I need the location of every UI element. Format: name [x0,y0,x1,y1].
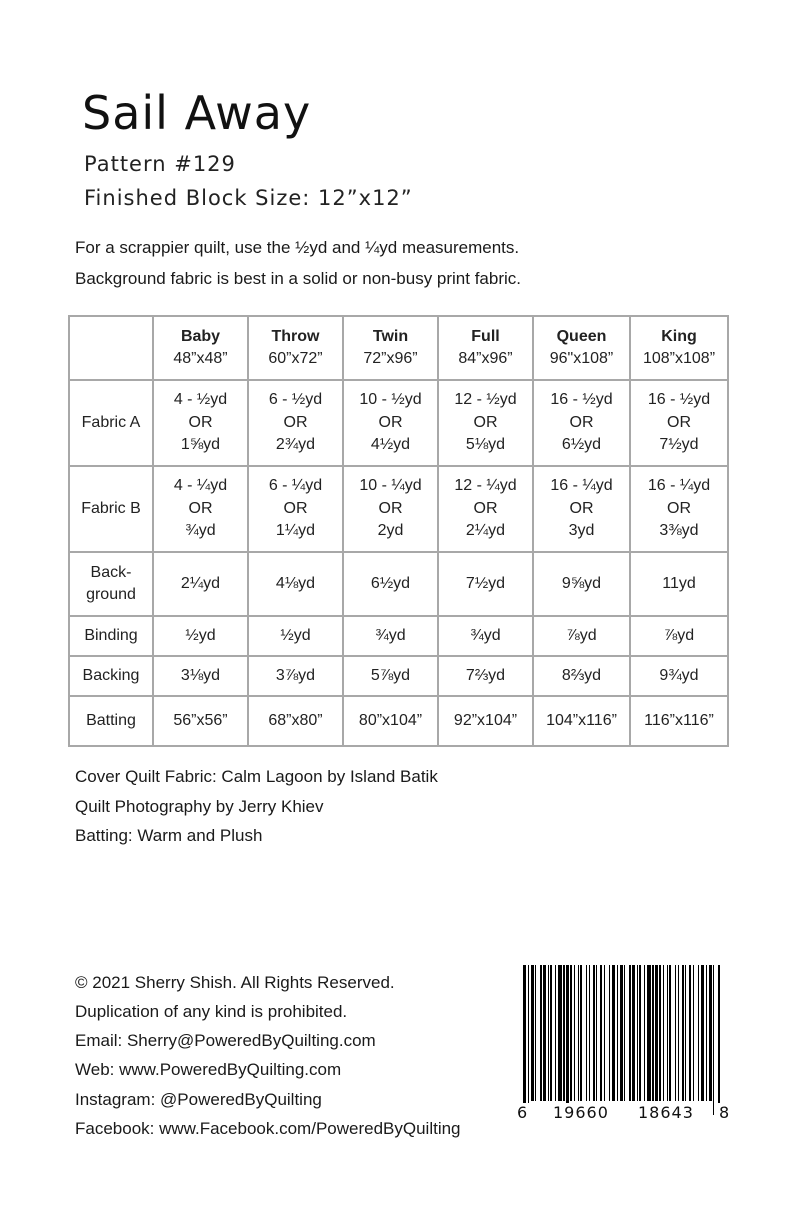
cell-line: ¾yd [185,522,216,540]
row-label [69,552,153,616]
cell-line: 3⅜yd [659,522,699,540]
barcode-bar [617,965,618,1101]
credit-fabric: Cover Quilt Fabric: Calm Lagoon by Island Batik [75,767,438,786]
cell-line: 4 - ½yd [173,391,228,409]
cell-line: 6½yd [370,574,411,592]
row-label [69,656,153,696]
column-name: Throw [271,327,320,345]
barcode-digit-right: 8 [716,1103,732,1122]
table-cell [438,656,533,696]
barcode-bar [586,965,587,1101]
intro-line-2: Background fabric is best in a solid or non-busy print fabric. [75,269,522,288]
column-size: 96"x108” [549,350,614,367]
table-cell [533,466,630,552]
cell-line: 2¾yd [275,436,316,454]
cell-line: 56”x56” [173,711,228,729]
cell-line: OR [283,499,308,517]
email-text: Email: Sherry@PoweredByQuilting.com [75,1031,376,1050]
barcode-bar [566,965,569,1115]
cell-line: 104”x116” [546,711,617,729]
table-corner-cell [69,316,153,380]
table-cell [343,466,438,552]
cell-line: 6 - ½yd [268,391,323,409]
barcode-bar [609,965,610,1101]
cell-line: 1¼yd [275,522,316,540]
barcode-bar [629,965,631,1101]
table-cell [153,466,248,552]
cell-line: ½yd [185,626,216,644]
table-cell [533,656,630,696]
barcode-bar [639,965,641,1101]
barcode-bar [580,965,582,1101]
barcode-bar [693,965,694,1101]
column-header [248,316,343,380]
row-label-text: ground [86,586,136,603]
facebook-text: Facebook: www.Facebook.com/PoweredByQuilting [75,1119,461,1138]
column-name: Baby [180,327,221,345]
barcode-bar [647,965,651,1101]
table-cell [533,616,630,656]
barcode-digit-left: 6 [514,1103,530,1122]
cell-line: 12 - ½yd [454,391,517,409]
table-row [69,656,728,696]
table-cell [248,552,343,616]
table-cell [153,656,248,696]
row-label [69,466,153,552]
barcode-bar [713,965,714,1115]
duplication-notice: Duplication of any kind is prohibited. [75,1002,348,1021]
barcode-bar [543,965,546,1101]
table-cell [343,552,438,616]
column-name: Full [471,327,500,345]
column-size: 108”x108” [642,350,716,367]
table-cell [248,656,343,696]
barcode-bar [701,965,704,1101]
cell-line: OR [569,413,594,431]
table-row [69,466,728,552]
cell-line: 9¾yd [659,666,699,684]
column-header [533,316,630,380]
table-cell [248,696,343,746]
cell-line: OR [378,413,403,431]
barcode-bar [604,965,605,1101]
cell-line: ¾yd [470,626,501,644]
barcode-bar [593,965,595,1101]
cell-line: 2¼yd [465,522,506,540]
barcode-bar [535,965,536,1101]
barcode-bar [540,965,542,1101]
column-header [153,316,248,380]
barcode-bar [669,965,671,1101]
cell-line: 7½yd [465,574,506,592]
barcode-bar [663,965,664,1101]
barcode-bar [718,965,720,1115]
cell-line: 1⅝yd [180,436,221,454]
cell-line: 4½yd [370,436,411,454]
table-cell [343,656,438,696]
cell-line: 2¼yd [180,574,221,592]
table-row [69,552,728,616]
barcode-bar [637,965,638,1101]
cell-line: ⅞yd [663,626,695,644]
row-label-text: Binding [84,626,138,644]
barcode-bar [675,965,676,1101]
table-cell [438,696,533,746]
barcode-bar [563,965,565,1101]
cell-line: OR [283,413,308,431]
cell-line: 5⅞yd [370,666,411,684]
row-label [69,380,153,466]
cell-line: 4 - ¼yd [173,477,228,495]
cell-line: 10 - ¼yd [359,477,422,495]
barcode-group-left: 19660 [550,1103,612,1122]
table-body [69,380,728,746]
row-label-text: Back- [90,563,132,581]
barcode-bar [548,965,549,1101]
table-cell [630,616,728,656]
cell-line: OR [569,499,594,517]
table-cell [343,616,438,656]
cell-line: 68”x80” [268,711,323,729]
barcode-bar [706,965,707,1101]
row-label-text: Fabric A [81,413,141,431]
cell-line: 10 - ½yd [359,391,422,409]
cell-line: 16 - ¼yd [550,477,613,495]
cell-line: 11yd [662,574,696,592]
barcode-bar [667,965,668,1101]
copyright-text: © 2021 Sherry Shish. All Rights Reserved. [75,973,395,992]
column-size: 72”x96” [363,350,418,367]
block-size: Finished Block Size: 12”x12” [84,186,413,210]
table-cell [248,616,343,656]
cell-line: 116”x116” [644,711,714,729]
barcode-bar [624,965,625,1101]
column-header [343,316,438,380]
cell-line: ½yd [280,626,311,644]
barcode-bar [689,965,691,1101]
table-cell [248,466,343,552]
table-cell [343,380,438,466]
cell-line: OR [188,499,213,517]
barcode-bar [644,965,645,1101]
cell-line: 7½yd [659,436,699,454]
table-cell [438,616,533,656]
barcode-bar [632,965,635,1101]
cell-line: 3yd [568,522,595,540]
table-cell [533,696,630,746]
table-cell [343,696,438,746]
barcode-bar [528,965,529,1115]
table-row [69,696,728,746]
column-name: Queen [556,327,607,345]
barcode-bar [531,965,534,1101]
barcode-bar [600,965,602,1101]
barcode-bar [612,965,615,1101]
cell-line: 5⅛yd [465,436,506,454]
barcode-bar [678,965,679,1101]
credit-batting: Batting: Warm and Plush [75,826,263,845]
barcode-bar [596,965,597,1101]
table-cell [438,552,533,616]
table-cell [248,380,343,466]
cell-line: 16 - ½yd [647,391,711,409]
cell-line: ¾yd [375,626,406,644]
table-row [69,616,728,656]
cell-line: 6 - ¼yd [268,477,323,495]
barcode-bar [574,965,575,1101]
barcode-bar [685,965,686,1101]
cell-line: OR [473,413,498,431]
cell-line: 3⅞yd [275,666,316,684]
cell-line: 80”x104” [358,711,423,729]
barcode-bar [659,965,661,1101]
column-name: Twin [372,327,409,345]
table-cell [630,380,728,466]
barcode-bar [570,965,572,1101]
barcode-bar [589,965,590,1101]
cell-line: 4⅛yd [275,574,316,592]
barcode-bar [550,965,552,1101]
table-cell [153,552,248,616]
cell-line: OR [667,413,691,431]
table-cell [153,616,248,656]
intro-line-1: For a scrappier quilt, use the ½yd and ¼yd measurements. [75,238,520,257]
barcode-group-right: 18643 [635,1103,697,1122]
column-name: King [661,327,697,345]
cell-line: 6½yd [561,436,602,454]
table-cell [153,696,248,746]
row-label-text: Fabric B [81,499,141,517]
column-size: 48”x48” [173,350,228,367]
barcode-image [515,965,727,1125]
barcode-bar [523,965,526,1115]
table-cell [630,466,728,552]
table-header-row [69,316,728,380]
cell-line: 12 - ¼yd [454,477,517,495]
barcode-bar [620,965,623,1101]
column-size: 60”x72” [268,350,323,367]
cell-line: 8⅔yd [561,666,602,684]
row-label-text: Batting [86,711,136,729]
table-row [69,380,728,466]
cell-line: 7⅔yd [465,666,506,684]
page-title: Sail Away [82,86,312,140]
table-cell [630,696,728,746]
pattern-number: Pattern #129 [84,152,236,176]
cell-line: OR [188,413,213,431]
column-header [630,316,728,380]
cell-line: ⅞yd [566,626,597,644]
barcode-bar [655,965,658,1101]
cell-line: OR [667,499,691,517]
barcode-bar [558,965,562,1101]
cell-line: 92”x104” [453,711,518,729]
table-cell [533,380,630,466]
cell-line: OR [378,499,403,517]
cell-line: 16 - ¼yd [647,477,711,495]
web-text: Web: www.PoweredByQuilting.com [75,1060,342,1079]
barcode-bar [709,965,712,1101]
cell-line: 3⅛yd [180,666,221,684]
cell-line: 2yd [377,522,404,540]
cell-line: 9⅝yd [561,574,602,592]
table-cell [630,552,728,616]
barcode-bar [698,965,699,1101]
table-cell [438,380,533,466]
barcode-bar [682,965,684,1101]
barcode-bar [555,965,556,1101]
table-cell [630,656,728,696]
table-cell [533,552,630,616]
yardage-table [68,315,729,747]
cell-line: OR [473,499,498,517]
column-size: 84”x96” [458,350,513,367]
row-label [69,616,153,656]
table-cell [438,466,533,552]
instagram-text: Instagram: @PoweredByQuilting [75,1090,322,1109]
barcode-bar [578,965,579,1101]
row-label-text: Backing [82,666,140,684]
cell-line: 16 - ½yd [550,391,613,409]
credit-photography: Quilt Photography by Jerry Khiev [75,797,324,816]
row-label [69,696,153,746]
column-header [438,316,533,380]
table-cell [153,380,248,466]
barcode-bar [652,965,654,1101]
